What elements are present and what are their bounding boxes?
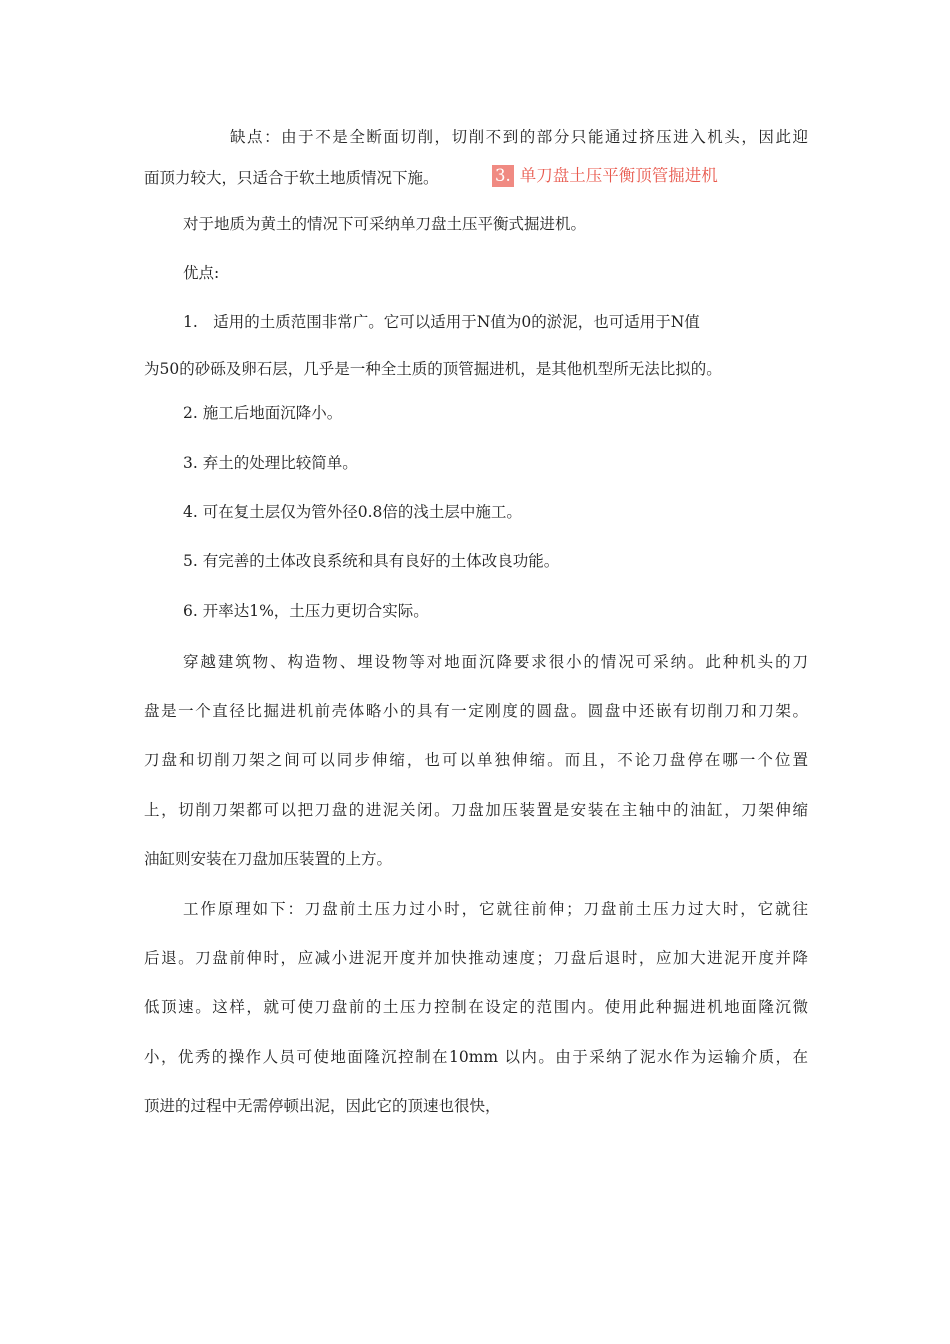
section-heading: [492, 165, 718, 187]
paragraph-1-line-1: 穿越建筑物、构造物、埋设物等对地面沉降要求很小的情况可采纳。此种机头的刀: [183, 653, 808, 671]
advantage-item-3: 3. 弃土的处理比较简单。: [183, 454, 358, 472]
section-title: 单刀盘土压平衡顶管掘进机: [519, 166, 718, 185]
paragraph-2-line-2: 后退。刀盘前伸时，应减小进泥开度并加快推动速度；刀盘后退时，应加大进泥开度并降: [144, 949, 808, 967]
advantage-item-4: 4. 可在复土层仅为管外径0.8倍的浅土层中施工。: [183, 503, 522, 521]
paragraph-2-line-3: 低顶速。这样，就可使刀盘前的土压力控制在设定的范围内。使用此种掘进机地面隆沉微: [144, 998, 808, 1016]
advantage-item-1-line-2: 为50的砂砾及卵石层，几乎是一种全土质的顶管掘进机，是其他机型所无法比拟的。: [144, 360, 722, 378]
advantage-item-2: 2. 施工后地面沉降小。: [183, 404, 343, 422]
paragraph-1-line-5: 油缸则安装在刀盘加压装置的上方。: [144, 850, 393, 868]
paragraph-2-line-1: 工作原理如下：刀盘前土压力过小时，它就往前伸；刀盘前土压力过大时，它就往: [183, 900, 808, 918]
paragraph-1-line-4: 上，切削刀架都可以把刀盘的进泥关闭。刀盘加压装置是安装在主轴中的油缸，刀架伸缩: [144, 801, 808, 819]
intro-paragraph: 对于地质为黄土的情况下可采纳单刀盘土压平衡式掘进机。: [183, 215, 587, 233]
paragraph-1-line-3: 刀盘和切削刀架之间可以同步伸缩，也可以单独伸缩。而且，不论刀盘停在哪一个位置: [144, 751, 808, 769]
paragraph-2-line-4: 小，优秀的操作人员可使地面隆沉控制在10mm 以内。由于采纳了泥水作为运输介质，在: [144, 1048, 808, 1066]
advantage-item-5: 5. 有完善的土体改良系统和具有良好的土体改良功能。: [183, 552, 560, 570]
advantage-item-6: 6. 开率达1%，土压力更切合实际。: [183, 602, 429, 620]
section-number: 3.: [492, 165, 514, 187]
cons-line-2: 面顶力较大，只适合于软土地质情况下施。: [144, 169, 439, 187]
advantage-item-1-line-1: 1. 适用的土质范围非常广。它可以适用于N值为0的淤泥，也可适用于N值: [183, 313, 700, 331]
cons-line-1: 缺点：由于不是全断面切削，切削不到的部分只能通过挤压进入机头，因此迎: [230, 128, 808, 146]
paragraph-2-line-5: 顶进的过程中无需停顿出泥，因此它的顶速也很快，: [144, 1097, 501, 1115]
advantages-label: 优点:: [183, 264, 220, 282]
paragraph-1-line-2: 盘是一个直径比掘进机前壳体略小的具有一定刚度的圆盘。圆盘中还嵌有切削刀和刀架。: [144, 702, 808, 720]
